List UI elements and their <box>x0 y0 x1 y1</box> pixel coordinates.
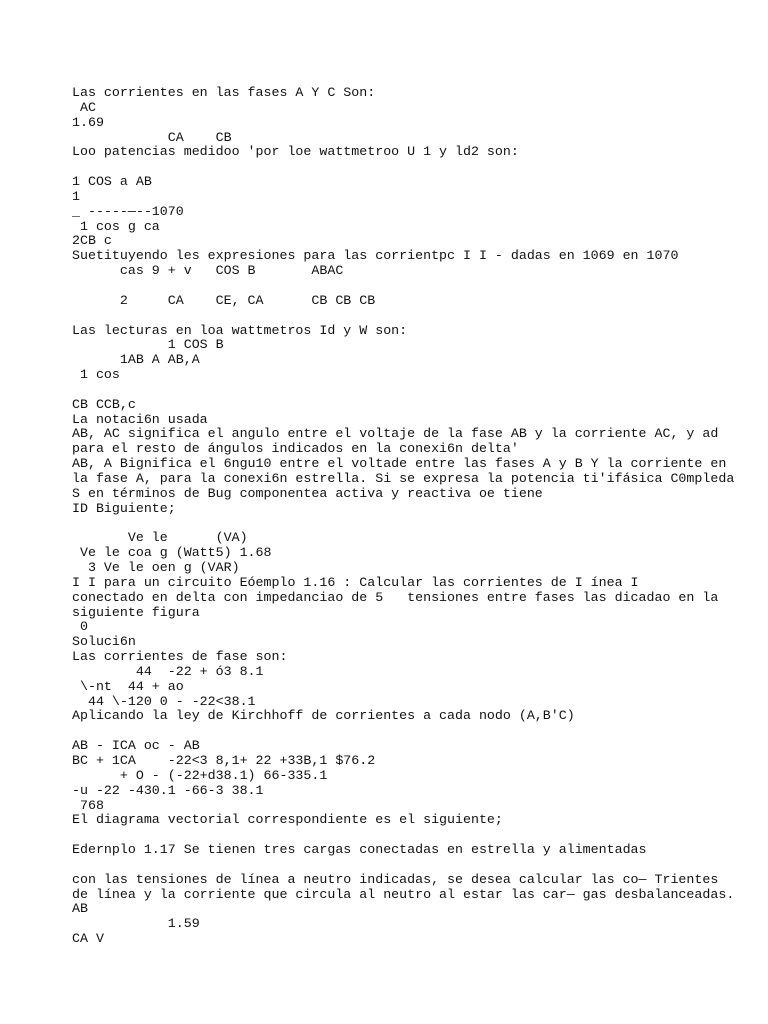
text-line: Las lecturas en loa wattmetros Id y W son: <box>72 322 408 338</box>
text-line: 1 COS B <box>72 337 224 353</box>
text-line: 1 cos g ca <box>72 218 160 234</box>
text-line: 768 <box>72 797 104 813</box>
text-line: cas 9 + v COS B ABAC <box>72 263 344 279</box>
text-line: con las tensiones de línea a neutro indicadas, se desea calcular las co— Trientes <box>72 871 719 887</box>
text-line: para el resto de ángulos indicados en la conexi6n delta' <box>72 441 519 457</box>
text-line: Las corrientes de fase son: <box>72 649 288 665</box>
text-line: Ve le (VA) <box>72 530 248 546</box>
text-line: -u -22 -430.1 -66-3 38.1 <box>72 782 264 798</box>
text-line: El diagrama vectorial correspondiente es el siguiente; <box>72 812 503 828</box>
blank-line <box>72 828 752 843</box>
text-line: _ -----—--1070 <box>72 203 184 219</box>
text-line: 2CB c <box>72 233 112 249</box>
text-line: La notaci6n usada <box>72 411 208 427</box>
text-line: CA CB <box>72 129 232 145</box>
text-line: S en términos de Bug componentea activa y reactiva oe tiene <box>72 485 543 501</box>
blank-line <box>72 309 752 324</box>
blank-line <box>72 279 752 294</box>
text-line: 0 <box>72 619 88 635</box>
text-line: siguiente figura <box>72 604 200 620</box>
text-line: 1 <box>72 188 80 204</box>
blank-line <box>72 160 752 175</box>
text-line: 2 CA CE, CA CB CB CB <box>72 292 376 308</box>
text-line: 1.69 <box>72 114 104 130</box>
text-line: conectado en delta con impedanciao de 5 tensiones entre fases las dicadao en la <box>72 589 719 605</box>
text-line: CB CCB,c <box>72 396 136 412</box>
text-line: 1 cos <box>72 367 120 383</box>
text-line: la fase A, para la conexi6n estrella. Si se expresa la potencia ti'ifásica C0mpleda <box>72 470 735 486</box>
blank-line <box>72 724 752 739</box>
text-line: AB <box>72 901 88 917</box>
text-line: 44 \-120 0 - -22<38.1 <box>72 693 256 709</box>
text-line: CA V <box>72 931 104 947</box>
blank-line <box>72 858 752 873</box>
text-line: 1.59 <box>72 916 200 932</box>
blank-line <box>72 516 752 531</box>
text-line: AB, A Bignifica el 6ngu10 entre el voltade entre las fases A y B Y la corriente en <box>72 456 727 472</box>
text-line: 3 Ve le oen g (VAR) <box>72 560 240 575</box>
text-line: Soluci6n <box>72 634 136 650</box>
text-line: AB, AC significa el angulo entre el voltaje de la fase AB y la corriente AC, y ad <box>72 426 719 442</box>
text-line: + O - (-22+d38.1) 66-335.1 <box>72 767 328 783</box>
text-line: Suetituyendo les expresiones para las corrientpc I I - dadas en 1069 en 1070 <box>72 248 679 264</box>
text-line: de línea y la corriente que circula al neutro al estar las car— gas desbalanceadas. <box>72 886 735 902</box>
blank-line <box>72 383 752 398</box>
text-line: BC + 1CA -22<3 8,1+ 22 +33B,1 $76.2 <box>72 752 376 768</box>
text-line: 1AB A AB,A <box>72 352 200 368</box>
document-page <box>72 86 752 947</box>
text-line: 44 -22 + ó3 8.1 <box>72 663 264 679</box>
text-line: \-nt 44 + ao <box>72 678 184 694</box>
text-line: AB - ICA oc - AB <box>72 738 200 754</box>
text-line: I I para un circuito Eóemplo 1.16 : Calcular las corrientes de I ínea I <box>72 574 639 590</box>
text-line: AC <box>72 99 96 115</box>
text-line: Loo patencias medidoo 'por loe wattmetroo U 1 y ld2 son: <box>72 144 519 160</box>
text-line: Edernplo 1.17 Se tienen tres cargas conectadas en estrella y alimentadas <box>72 842 647 858</box>
text-line: Las corrientes en las fases A Y C Son: <box>72 85 376 100</box>
text-line: Ve le coa g (Watt5) 1.68 <box>72 545 272 561</box>
text-line: ID Biguiente; <box>72 500 176 516</box>
text-line: 1 COS a AB <box>72 174 152 190</box>
text-line: Aplicando la ley de Kirchhoff de corrientes a cada nodo (A,B'C) <box>72 708 575 724</box>
